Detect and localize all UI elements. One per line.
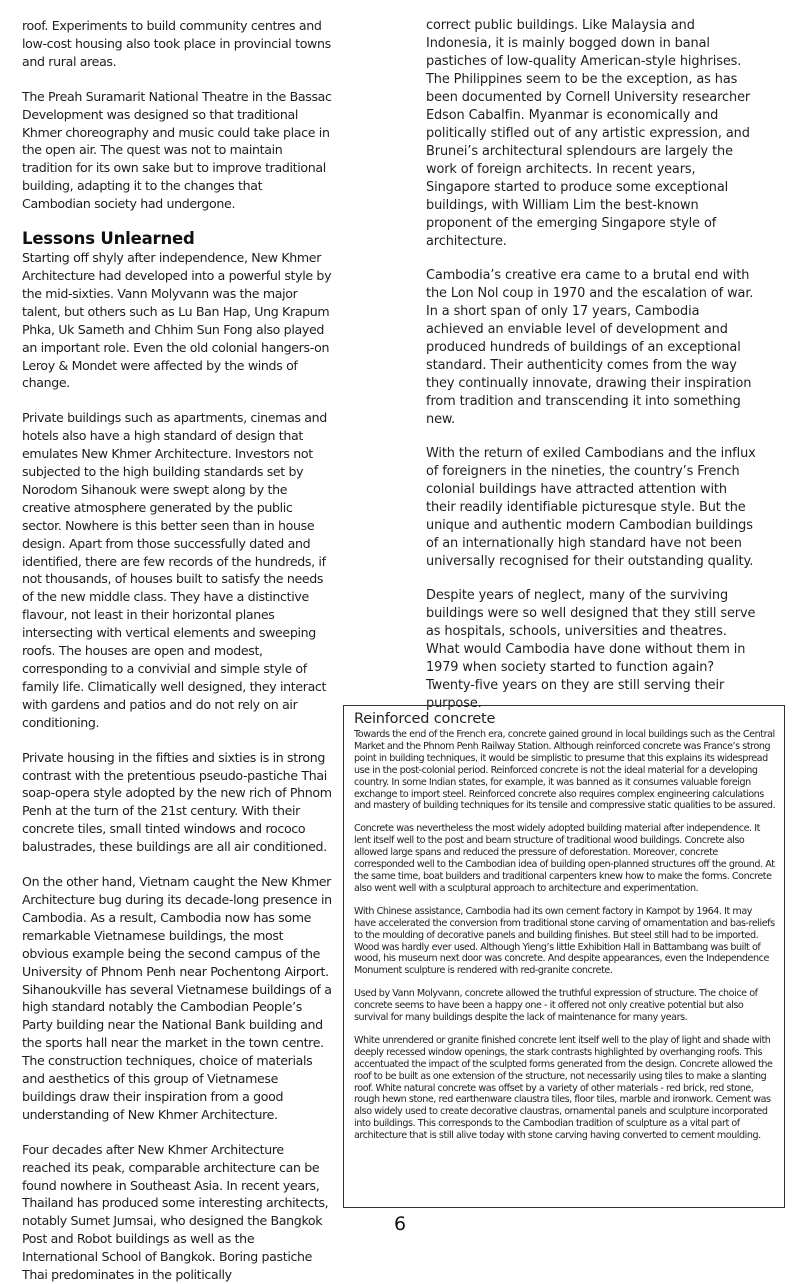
sidebar-box-title: Reinforced concrete bbox=[354, 711, 496, 727]
page-number: 6 bbox=[393, 1213, 407, 1235]
paragraph-despite-neglect: Despite years of neglect, many of the surviving buildings were so well designed that they still serve as hospitals, schools, universities and theatres. What would Cambodia have done without them in 1979 when society started to function again? Twenty-five years on they are still serving their purpose. bbox=[426, 588, 756, 711]
sidebar-paragraph-5: White unrendered or granite finished concrete lent itself well to the play of light and shade with deeply recessed window openings, the stark contrasts highlighted by overhanging roofs. This accentuated the impact of the sculpted forms generated from the design. Concrete allowed the roof to be built as one extension of the structure, not necessarily using tiles to make a slanting roof. White natural concrete was offset by a variety of other materials - red brick, red stone, rough hewn stone, red earthenware claustra tiles, floor tiles, marble and ironwork. Cement was also widely used to create decorative claustras, ornamental panels and sculpture incorporated into buildings. This corresponds to the Cambodian tradition of sculpture as a vital part of architecture that is still alive today with stone carving having converted to cement moulding. bbox=[354, 1034, 773, 1142]
left-column bbox=[22, 0, 332, 1284]
paragraph-private-housing: Private housing in the fifties and sixties is in strong contrast with the pretentious pseudo-pastiche Thai soap-opera style adopted by the new rich of Phnom Penh at the turn of the 21st century. With their concrete tiles, small tinted windows and rococo balustrades, these buildings are all air conditioned. bbox=[22, 749, 332, 855]
paragraph-private-buildings: Private buildings such as apartments, cinemas and hotels also have a high standard of design that emulates New Khmer Architecture. Investors not subjected to the high building standards set by Norodom Sihanouk were swept along by the creative atmosphere generated by the public sector. Nowhere is this better seen than in house design. Apart from those successfully dated and identified, there are few records of the hundreds, if not thousands, of houses built to satisfy the needs of the new middle class. They have a distinctive flavour, not least in their horizontal planes intersecting with vertical elements and sweeping roofs. The houses are open and modest, corresponding to a convivial and simple style of family life. Climatically well designed, they interact with gardens and patios and do not rely on air conditioning. bbox=[22, 410, 327, 730]
sidebar-paragraph-2: Concrete was nevertheless the most widely adopted building material after independence. It lent itself well to the post and beam structure of traditional wood buildings. Concrete also allowed large spans and reduced the pressure of deforestation. Moreover, concrete corresponded well to the Cambodian idea of building open-planned structures off the ground. At the same time, boat builders and traditional carpenters knew how to make the forms. Concrete also went well with a sculptural approach to architecture and experimentation. bbox=[354, 823, 775, 894]
paragraph-four-decades: Four decades after New Khmer Architecture reached its peak, comparable architecture can be found nowhere in Southeast Asia. In recent years, Thailand has produced some interesting architects, notably Sumet Jumsai, who designed the Bangkok Post and Robot buildings as well as the International School of Bangkok. Boring pastiche Thai predominates in the politically bbox=[22, 1141, 329, 1283]
right-column bbox=[426, 0, 756, 713]
paragraph-intro: roof. Experiments to build community centres and low-cost housing also took place in provincial towns and rural areas. bbox=[22, 18, 331, 69]
sidebar-paragraph-3: With Chinese assistance, Cambodia had its own cement factory in Kampot by 1964. It may have accelerated the conversion from traditional stone carving of ornamentation and bas-reliefs to the moulding of decorative panels and building finishes. But steel still had to be imported. Wood was hardly ever used. Although Yieng’s little Exhibition Hall in Battambang was built of wood, his museum next door was concrete. And despite appearances, even the Independence Monument sculpture is rendered with red-granite concrete. bbox=[354, 905, 775, 977]
sidebar-box-reinforced-concrete bbox=[343, 705, 785, 1208]
paragraph-return-of-exiles: With the return of exiled Cambodians and the influx of foreigners in the nineties, the country’s French colonial buildings have attracted attention with their readily identifiable picturesque style. But the unique and authentic modern Cambodian buildings of an internationally high standard have not been universally recognised for their outstanding quality. bbox=[426, 446, 756, 569]
section-heading-lessons-unlearned: Lessons Unlearned bbox=[22, 229, 195, 249]
paragraph-creative-era: Cambodia’s creative era came to a brutal end with the Lon Nol coup in 1970 and the escalation of war. In a short span of only 17 years, Cambodia achieved an enviable level of development and produced hundreds of buildings of an exceptional standard. Their authenticity comes from the way they continually innovate, drawing their inspiration from tradition and transcending it into something new. bbox=[426, 268, 754, 427]
paragraph-lessons: Starting off shyly after independence, New Khmer Architecture had developed into a powerful style by the mid-sixties. Vann Molyvann was the major talent, but others such as Lu Ban Hap, Ung Krapum Phka, Uk Sameth and Chhim Sun Fong also played an important role. Even the old colonial hangers-on Leroy & Mondet were affected by the winds of change. bbox=[22, 250, 332, 391]
paragraph-correct-public-buildings: correct public buildings. Like Malaysia and Indonesia, it is mainly bogged down in banal pastiches of low-quality American-style highrises. The Philippines seem to be the exception, as has been documented by Cornell University researcher Edson Cabalfin. Myanmar is economically and politically stifled out of any artistic expression, and Brunei’s architectural splendours are largely the work of foreign architects. In recent years, Singapore started to produce some exceptional buildings, with William Lim the best-known proponent of the emerging Singapore style of architecture. bbox=[426, 18, 751, 249]
sidebar-paragraph-4: Used by Vann Molyvann, concrete allowed the truthful expression of structure. The choice of concrete seems to have been a happy one - it offered not only creative potential but also survival for many buildings despite the lack of maintenance for many years. bbox=[354, 988, 758, 1024]
paragraph-vietnam: On the other hand, Vietnam caught the New Khmer Architecture bug during its decade-long presence in Cambodia. As a result, Cambodia now has some remarkable Vietnamese buildings, the most obvious example being the second campus of the University of Phnom Penh near Pochentong Airport. Sihanoukville has several Vietnamese buildings of a high standard notably the Cambodian People’s Party building near the National Bank building and the sports hall near the market in the town centre. The construction techniques, choice of materials and aesthetics of this group of Vietnamese buildings draw their inspiration from a good understanding of New Khmer Architecture. bbox=[22, 874, 332, 1122]
sidebar-paragraph-1: Towards the end of the French era, concrete gained ground in local buildings such as the Central Market and the Phnom Penh Railway Station. Although reinforced concrete was France’s strong point in building techniques, it would be simplistic to presume that this explains its widespread use in the post-colonial period. Reinforced concrete is not the ideal material for a developing country. In some Indian states, for example, it was banned as it consumes valuable foreign exchange to import steel. Reinforced concrete also requires complex engineering calculations and mastery of building techniques for its tensile and compressive static qualities to be assured. bbox=[354, 729, 776, 812]
paragraph-theatre: The Preah Suramarit National Theatre in the Bassac Development was designed so that traditional Khmer choreography and music could take place in the open air. The quest was not to maintain tradition for its own sake but to improve traditional building, adapting it to the changes that Cambodian society had undergone. bbox=[22, 88, 332, 212]
